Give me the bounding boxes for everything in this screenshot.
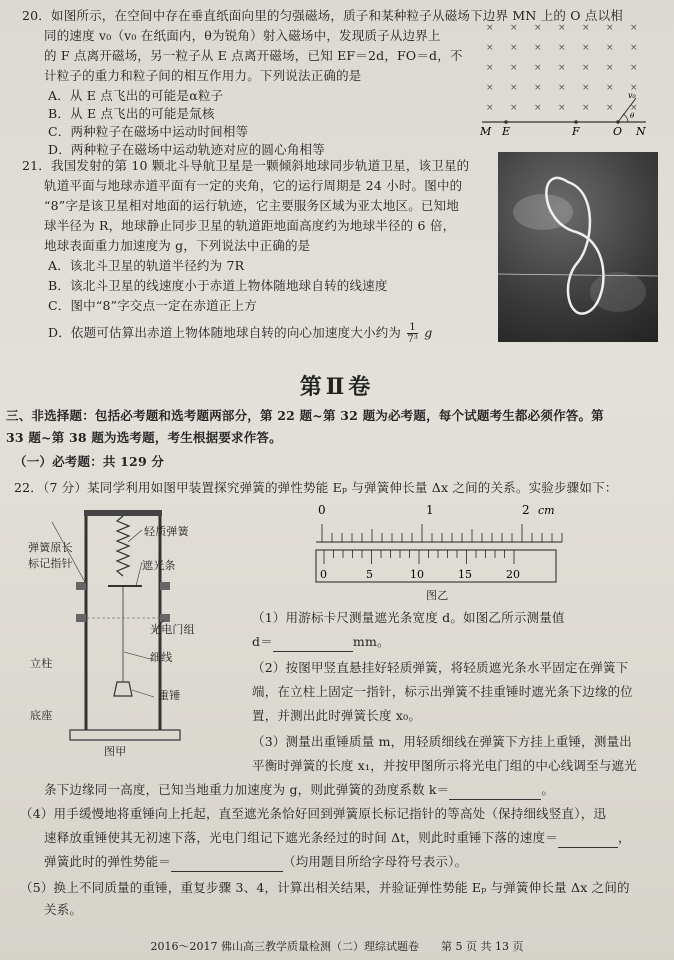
q22-step2-line3: 置，并测出此时弹簧长度 x₀。 — [252, 708, 422, 723]
q21-option-c: C．图中“8”字交点一定在赤道正上方 — [48, 298, 257, 313]
q22-step4-line3 — [44, 852, 467, 872]
vernier-tick-20: 20 — [506, 568, 520, 581]
step4-note: （均用题目所给字母符号表示）。 — [283, 854, 468, 869]
field-cross: × — [534, 43, 542, 53]
section-sub: （一）必考题：共 129 分 — [14, 454, 165, 469]
field-cross: × — [558, 23, 566, 33]
fraction-numerator: 1 — [407, 322, 418, 334]
field-cross: × — [582, 83, 590, 93]
field-cross: × — [486, 63, 494, 73]
vernier-diagram — [310, 496, 570, 586]
step4-comma: ， — [617, 830, 631, 845]
q20-option-d: D．两种粒子在磁场中运动轨迹对应的圆心角相等 — [48, 142, 325, 157]
field-cross: × — [486, 23, 494, 33]
field-cross: × — [606, 23, 614, 33]
q20-line4: 计粒子的重力和粒子间的相互作用力。下列说法正确的是 — [44, 68, 362, 83]
label-v0: v₀ — [628, 91, 636, 100]
label-m: M — [480, 125, 492, 138]
q21-line5: 地球表面重力加速度为 g，下列说法中正确的是 — [44, 238, 311, 253]
q22-intro: 22．（7 分）某同学利用如图甲装置探究弹簧的弹性势能 Eₚ 与弹簧伸长量 Δx 之间的关系。实验步骤如下： — [14, 480, 618, 495]
point-e-dot — [504, 120, 508, 124]
field-cross: × — [486, 43, 494, 53]
field-cross: × — [582, 103, 590, 113]
q21-line2: 轨道平面与地球赤道平面有一定的夹角，它的运行周期是 24 小时。图中的 — [44, 178, 463, 193]
q21-option-d-text: D．依题可估算出赤道上物体随地球自转的向心加速度大小约为 — [48, 325, 402, 340]
point-o-dot — [616, 120, 620, 124]
label-theta: θ — [630, 112, 635, 120]
label-base: 底座 — [30, 709, 53, 722]
q20-option-c: C．两种粒子在磁场中运动时间相等 — [48, 124, 249, 139]
answer-blank-energy[interactable] — [171, 871, 283, 872]
q22-step1-line2 — [252, 632, 390, 652]
label-thread: 细线 — [150, 651, 173, 664]
field-cross: × — [510, 83, 518, 93]
q20-option-a: A．从 E 点飞出的可能是α粒子 — [48, 88, 224, 103]
figure-eight-track — [498, 152, 658, 342]
label-shade: 遮光条 — [142, 559, 176, 572]
field-cross: × — [582, 23, 590, 33]
step1-unit: mm。 — [352, 634, 390, 649]
field-cross: × — [534, 83, 542, 93]
fraction-denominator: 7³ — [407, 334, 419, 345]
label-o: O — [613, 125, 623, 138]
q20-option-b: B．从 E 点飞出的可能是氚核 — [48, 106, 215, 121]
main-tick-2: 2 — [522, 503, 530, 517]
q20-line2: 同的速度 v₀（v₀ 在纸面内，θ为锐角）射入磁场中，发现质子从边界上 — [44, 28, 441, 43]
q22-step2-line1: （2）按图甲竖直悬挂好轻质弹簧，将轻质遮光条水平固定在弹簧下 — [252, 660, 629, 675]
label-n: N — [636, 125, 646, 138]
field-cross: × — [558, 43, 566, 53]
label-spring: 轻质弹簧 — [144, 525, 189, 538]
field-cross: × — [558, 103, 566, 113]
field-cross: × — [510, 103, 518, 113]
label-pointer-1: 弹簧原长 — [28, 541, 73, 554]
section-instructions-2: 33 题~第 38 题为选考题，考生根据要求作答。 — [6, 430, 282, 445]
field-cross: × — [534, 23, 542, 33]
q20-line1: 20．如图所示，在空间中存在垂直纸面向里的匀强磁场，质子和某种粒子从磁场下边界 MN 上的 O 点以相 — [22, 8, 623, 23]
caption-figure-a: 图甲 — [104, 745, 127, 758]
field-cross: × — [606, 103, 614, 113]
step4-energy-text: 弹簧此时的弹性势能＝ — [44, 854, 172, 869]
point-f-dot — [574, 120, 578, 124]
label-e: E — [502, 125, 511, 138]
field-cross: × — [606, 63, 614, 73]
section-title: 第Ⅱ卷 — [299, 374, 375, 400]
label-f: F — [572, 125, 580, 138]
step3-k-text: 条下边缘同一高度，已知当地重力加速度为 g，则此弹簧的劲度系数 k＝ — [44, 782, 450, 797]
q22-step3-line3 — [44, 780, 554, 800]
q22-step1-line1: （1）用游标卡尺测量遮光条宽度 d。如图乙所示测量值 — [252, 610, 565, 625]
q22-step3-line1: （3）测量出重锤质量 m，用轻质细线在弹簧下方挂上重锤，测量出 — [252, 734, 632, 749]
q22-step2-line2: 端，在立柱上固定一指针，标示出弹簧不挂重锤时遮光条下边缘的位 — [252, 684, 634, 699]
main-tick-0: 0 — [318, 503, 326, 517]
field-cross: × — [558, 63, 566, 73]
field-cross: × — [582, 43, 590, 53]
q21-line4: 球半径为 R，地球静止同步卫星的轨道距地面高度约为地球半径的 6 倍， — [44, 218, 456, 233]
q22-step5-line1: （5）换上不同质量的重锤，重复步骤 3、4，计算出相关结果，并验证弹性势能 Eₚ 与弹簧伸长量 Δx 之间的 — [20, 880, 630, 895]
answer-blank-velocity[interactable] — [558, 847, 618, 848]
q21-option-d — [48, 322, 432, 345]
q20-line3: 的 F 点离开磁场，另一粒子从 E 点离开磁场，已知 EF＝2d，FO＝d，不 — [44, 48, 463, 63]
answer-blank-d[interactable] — [273, 651, 353, 652]
step3-end: 。 — [541, 782, 555, 797]
fraction — [407, 322, 418, 345]
q22-step3-line2: 平衡时弹簧的长度 x₁，并按甲图所示将光电门组的中心线调至与遮光 — [252, 758, 637, 773]
field-cross: × — [510, 43, 518, 53]
q22-step5-line2: 关系。 — [44, 902, 83, 917]
field-cross: × — [534, 103, 542, 113]
theta-arc — [623, 114, 628, 122]
field-cross: × — [630, 63, 638, 73]
field-diagram — [478, 18, 650, 140]
page-footer: 2016～2017 佛山高三教学质量检测（二）理综试题卷 第 5 页 共 13 页 — [150, 940, 524, 953]
vernier-tick-5: 5 — [366, 568, 373, 581]
label-weight: 重锤 — [158, 689, 181, 702]
step1-d-label: d＝ — [252, 634, 273, 649]
field-cross: × — [510, 63, 518, 73]
symbol-g: g — [424, 325, 433, 340]
field-cross: × — [606, 83, 614, 93]
field-cross: × — [558, 83, 566, 93]
field-cross: × — [534, 63, 542, 73]
field-cross: × — [630, 103, 638, 113]
magnetic-field-figure — [478, 18, 650, 140]
answer-blank-k[interactable] — [449, 799, 541, 800]
field-cross: × — [630, 43, 638, 53]
caption-figure-b: 图乙 — [426, 589, 449, 602]
unit-cm: cm — [538, 504, 555, 517]
field-cross: × — [486, 103, 494, 113]
step4-velocity-text: 速释放重锤使其无初速下落，光电门组记下遮光条经过的时间 Δt，则此时重锤下落的速度＝ — [44, 830, 558, 845]
field-cross: × — [630, 23, 638, 33]
field-cross: × — [582, 63, 590, 73]
field-cross: × — [630, 83, 638, 93]
vernier-tick-15: 15 — [458, 568, 472, 581]
label-pillar: 立柱 — [30, 657, 53, 670]
main-tick-1: 1 — [426, 503, 434, 517]
vernier-tick-10: 10 — [410, 568, 424, 581]
label-gate: 光电门组 — [150, 623, 195, 636]
q21-option-a: A．该北斗卫星的轨道半径约为 7R — [48, 258, 245, 273]
q21-line3: “8”字是该卫星相对地面的运行轨迹，它主要服务区域为亚太地区。已知地 — [44, 198, 460, 213]
q21-line1: 21．我国发射的第 10 颗北斗导航卫星是一颗倾斜地球同步轨道卫星，该卫星的 — [22, 158, 470, 173]
q22-step4-line1: （4）用手缓慢地将重锤向上托起，直至遮光条恰好回到弹簧原长标记指针的等高处（保持细线竖直），迅 — [20, 806, 607, 821]
q22-step4-line2 — [44, 828, 631, 848]
field-cross: × — [510, 23, 518, 33]
satellite-track-photo — [498, 152, 658, 342]
q21-option-b: B．该北斗卫星的线速度小于赤道上物体随地球自转的线速度 — [48, 278, 388, 293]
vernier-tick-0: 0 — [320, 568, 327, 581]
section-instructions-1: 三、非选择题：包括必考题和选考题两部分，第 22 题~第 32 题为必考题，每个试题考生都必须作答。第 — [6, 408, 604, 423]
label-pointer-2: 标记指针 — [28, 557, 73, 570]
field-cross: × — [486, 83, 494, 93]
field-cross: × — [606, 43, 614, 53]
